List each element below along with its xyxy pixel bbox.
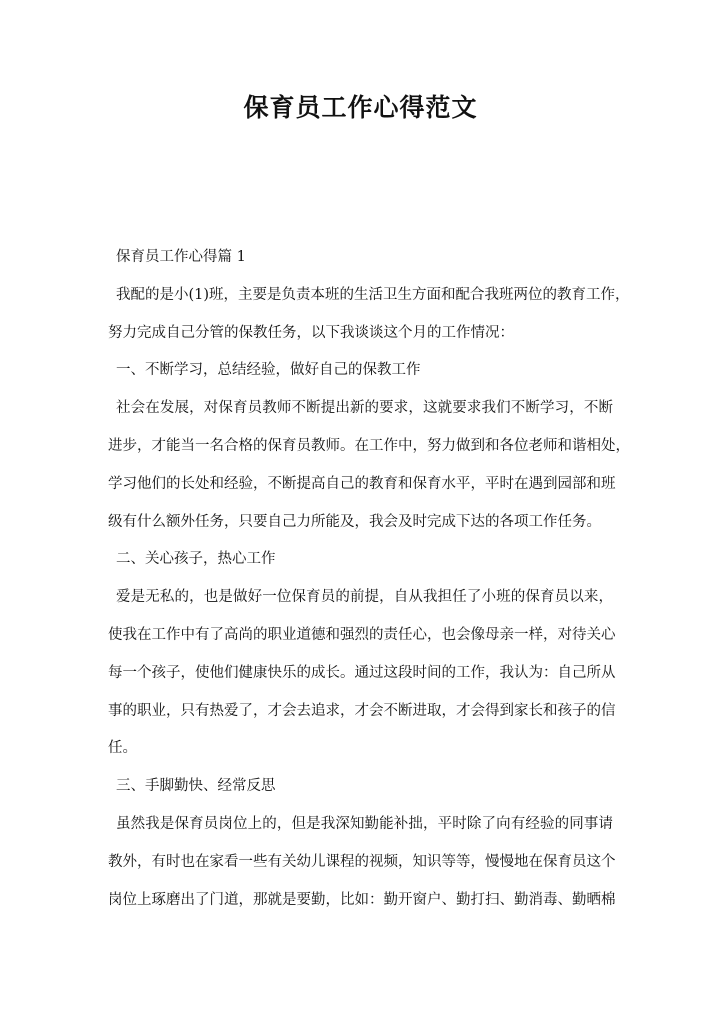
text-line: 任。 [108, 740, 137, 757]
text-line: 三、手脚勤快、经常反思 [116, 778, 276, 795]
text-line: 教外，有时也在家看一些有关幼儿课程的视频，知识等等，慢慢地在保育员这个 [108, 853, 616, 870]
text-line: 保育员工作心得篇 1 [116, 249, 246, 265]
text-line: 学习他们的长处和经验，不断提高自己的教育和保育水平，平时在遇到园部和班 [108, 475, 616, 492]
text-line: 爱是无私的，也是做好一位保育员的前提，自从我担任了小班的保育员以来， [116, 589, 613, 606]
text-line: 岗位上琢磨出了门道，那就是要勤，比如：勤开窗户、勤打扫、勤消毒、勤晒棉 [108, 891, 616, 908]
text-line: 虽然我是保育员岗位上的，但是我深知勤能补拙，平时除了向有经验的同事请 [116, 816, 613, 832]
text-line: 二、关心孩子，热心工作 [116, 551, 276, 568]
text-line: 努力完成自己分管的保教任务，以下我谈谈这个月的工作情况： [108, 324, 514, 341]
text-line: 每一个孩子，使他们健康快乐的成长。通过这段时间的工作，我认为：自己所从 [108, 664, 616, 681]
text-line: 一、不断学习，总结经验，做好自己的保教工作 [116, 362, 421, 379]
text-line: 级有什么额外任务，只要自己力所能及，我会及时完成下达的各项工作任务。 [108, 513, 601, 530]
text-line: 事的职业，只有热爱了，才会去追求，才会不断进取，才会得到家长和孩子的信 [108, 702, 616, 719]
text-line: 我配的是小(1)班，主要是负责本班的生活卫生方面和配合我班两位的教育工作， [116, 286, 630, 303]
text-line: 社会在发展，对保育员教师不断提出新的要求，这就要求我们不断学习，不断 [116, 400, 613, 417]
text-line: 使我在工作中有了高尚的职业道德和强烈的责任心，也会像母亲一样，对待关心 [108, 627, 616, 643]
document-title: 保育员工作心得范文 [243, 93, 478, 122]
text-line: 进步，才能当一名合格的保育员教师。在工作中，努力做到和各位老师和谐相处， [108, 438, 630, 454]
